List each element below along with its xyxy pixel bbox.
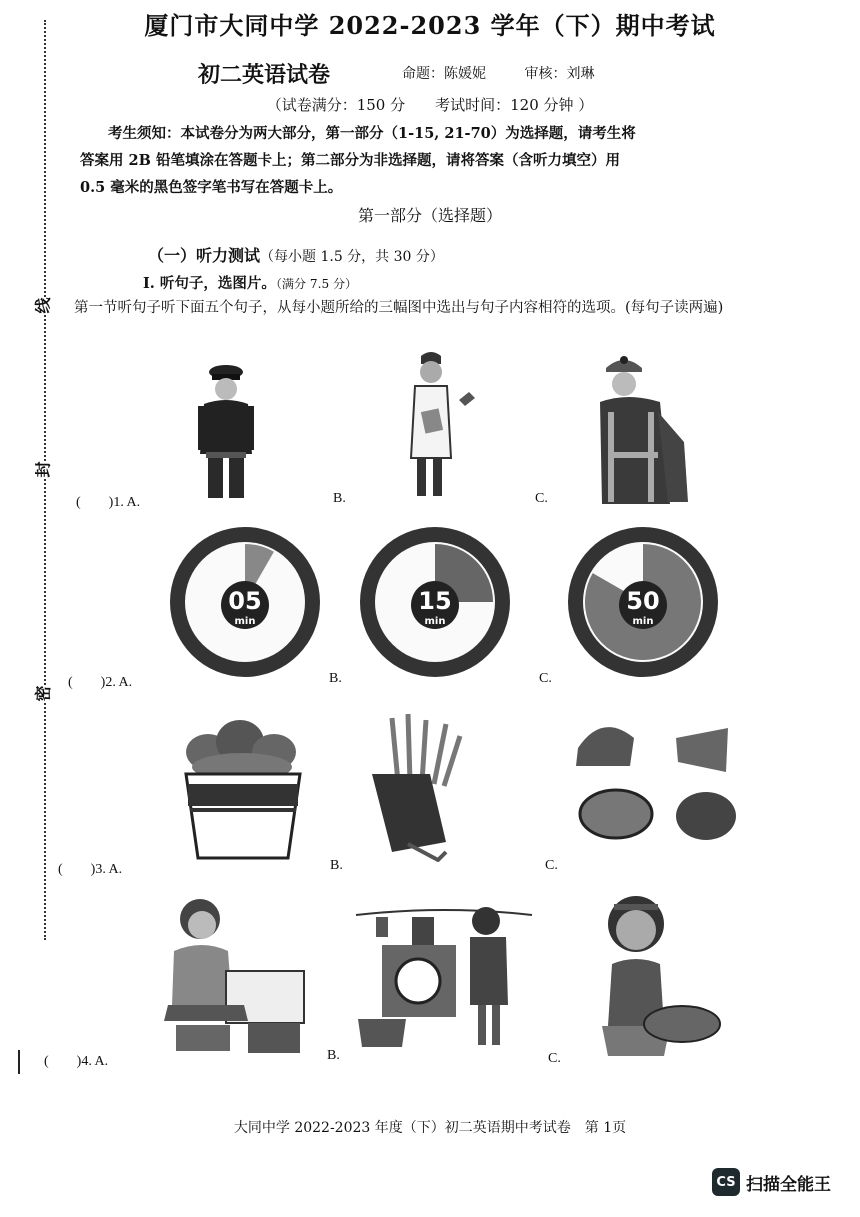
girl-with-clothes-image bbox=[148, 895, 310, 1057]
question-2-option-c: C. bbox=[539, 671, 552, 686]
section-instruction: 第一节听句子听下面五个句子，从每小题所给的三幅图中选出与句子内容相符的选项。(每句子读两遍) bbox=[74, 300, 724, 316]
question-4-option-c: C. bbox=[548, 1051, 561, 1066]
exam-title: 厦门市大同中学 2022-2023 学年（下）期中考试 bbox=[144, 11, 716, 40]
scanner-brand-name: 扫描全能王 bbox=[746, 1174, 831, 1195]
police-officer-image bbox=[186, 362, 266, 502]
question-1-option-b: B. bbox=[333, 491, 346, 506]
subsection-title bbox=[143, 272, 357, 293]
margin-mark-line: 线 bbox=[29, 297, 56, 313]
exam-subtitle: 初二英语试卷 bbox=[198, 62, 331, 88]
section-title bbox=[148, 243, 444, 266]
woman-washing-basin-image bbox=[594, 890, 722, 1056]
margin-mark-seal: 封 bbox=[29, 461, 56, 477]
scanner-logo-icon: CS bbox=[712, 1168, 740, 1196]
french-fries-image bbox=[368, 712, 468, 862]
question-1-label: ( )1. A. bbox=[76, 495, 141, 510]
timer-05-unit: min bbox=[234, 616, 256, 627]
subsection-name: I. 听句子，选图片。 bbox=[143, 275, 276, 292]
question-3-option-b: B. bbox=[330, 858, 343, 873]
reviewer-label: 审核：刘琳 bbox=[524, 66, 595, 82]
subsection-points: （满分 7.5 分） bbox=[275, 277, 358, 291]
timer-50-image bbox=[566, 525, 720, 679]
margin-mark-secret: 密 bbox=[29, 685, 56, 701]
question-3-option-c: C. bbox=[545, 858, 558, 873]
section-points: （每小题 1.5 分，共 30 分） bbox=[260, 249, 444, 265]
part1-title: 第一部分（选择题） bbox=[357, 206, 502, 225]
page-footer: 大同中学 2022-2023 年度（下）初二英语期中考试卷 第 1页 bbox=[233, 1120, 627, 1136]
timer-15-unit: min bbox=[424, 616, 446, 627]
timer-05-image bbox=[168, 525, 322, 679]
question-2-option-b: B. bbox=[329, 671, 342, 686]
timer-50-unit: min bbox=[632, 616, 654, 627]
washing-machine-laundry-image bbox=[352, 895, 536, 1057]
desserts-image bbox=[572, 718, 740, 844]
margin-bar bbox=[18, 1050, 20, 1074]
notice-line-3: 0.5 毫米的黑色签字笔书写在答题卡上。 bbox=[80, 179, 343, 196]
firefighter-image bbox=[588, 352, 698, 504]
timer-15-value: 15 bbox=[418, 587, 452, 615]
author-label: 命题：陈媛妮 bbox=[402, 66, 486, 82]
exam-authors bbox=[402, 63, 628, 83]
question-1-option-c: C. bbox=[535, 491, 548, 506]
question-4-option-b: B. bbox=[327, 1048, 340, 1063]
score-line: （试卷满分：150 分 考试时间：120 分钟 ） bbox=[266, 96, 594, 114]
section-name: （一）听力测试 bbox=[148, 246, 261, 265]
timer-15-image bbox=[358, 525, 512, 679]
timer-50-value: 50 bbox=[626, 587, 660, 615]
scanner-watermark bbox=[712, 1168, 831, 1196]
timer-05-value: 05 bbox=[228, 587, 262, 615]
notice-line-1: 考生须知：本试卷分为两大部分，第一部分（1-15, 21-70）为选择题，请考生将 bbox=[108, 125, 636, 142]
question-2-label: ( )2. A. bbox=[68, 675, 133, 690]
question-3-label: ( )3. A. bbox=[58, 862, 123, 877]
binding-dotted-line bbox=[44, 20, 46, 940]
question-4-label: ( )4. A. bbox=[44, 1054, 109, 1069]
doctor-image bbox=[405, 350, 485, 502]
fried-chicken-bucket-image bbox=[178, 712, 308, 860]
notice-line-2: 答案用 2B 铅笔填涂在答题卡上；第二部分为非选择题，请将答案（含听力填空）用 bbox=[80, 152, 620, 169]
